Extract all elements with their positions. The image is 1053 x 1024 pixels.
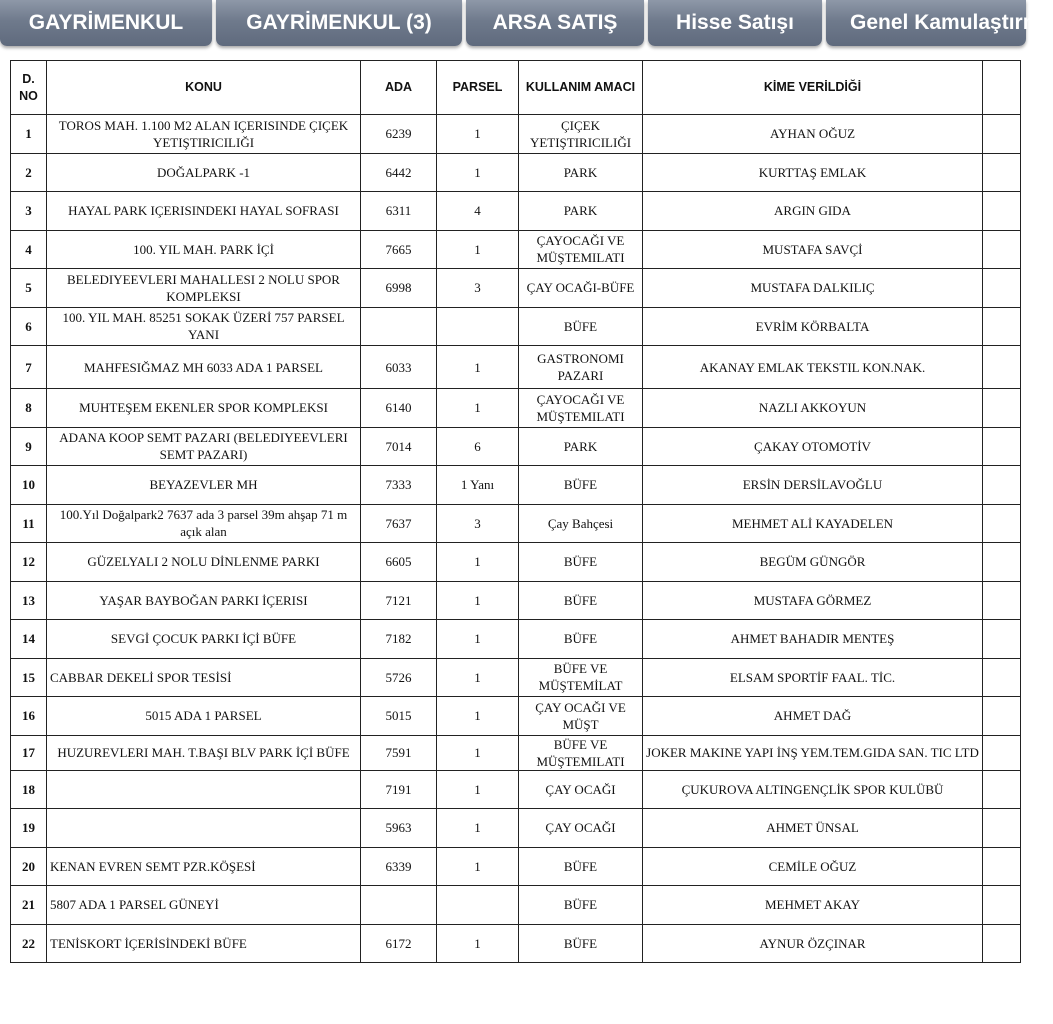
- extra-cell: [983, 307, 1021, 346]
- konu-cell: CABBAR DEKELİ SPOR TESİSİ: [47, 658, 361, 697]
- ada-cell: [361, 886, 437, 925]
- extra-cell: [983, 543, 1021, 582]
- ada-cell: 6339: [361, 847, 437, 886]
- header-kullanim-amaci: KULLANIM AMACI: [519, 61, 643, 115]
- no-cell: 8: [11, 389, 47, 428]
- table-row: [11, 269, 1021, 308]
- header-extra: [983, 61, 1021, 115]
- no-cell: 19: [11, 809, 47, 848]
- kime-verildigi-cell: AHMET DAĞ: [643, 697, 983, 736]
- parsel-cell: 1: [437, 770, 519, 809]
- ada-cell: 6442: [361, 153, 437, 192]
- kullanim-amaci-cell: PARK: [519, 427, 643, 466]
- table-row: [11, 230, 1021, 269]
- kullanim-amaci-cell: BÜFE: [519, 886, 643, 925]
- parsel-cell: 1: [437, 389, 519, 428]
- konu-cell: YAŞAR BAYBOĞAN PARKI İÇERISI: [47, 581, 361, 620]
- parsel-cell: 1: [437, 543, 519, 582]
- konu-cell: 100. YIL MAH. 85251 SOKAK ÜZERİ 757 PARSEL YANI: [47, 307, 361, 346]
- ada-cell: 7182: [361, 620, 437, 659]
- kullanim-amaci-cell: BÜFE VE MÜŞTEMİLAT: [519, 658, 643, 697]
- kime-verildigi-cell: ÇUKUROVA ALTINGENÇLİK SPOR KULÜBÜ: [643, 770, 983, 809]
- parsel-cell: 1: [437, 809, 519, 848]
- no-cell: 7: [11, 346, 47, 389]
- konu-cell: TOROS MAH. 1.100 M2 ALAN IÇERISINDE ÇIÇEK YETIŞTIRICILIĞI: [47, 115, 361, 154]
- parsel-cell: 1: [437, 924, 519, 963]
- extra-cell: [983, 346, 1021, 389]
- tab-gayrimenkul-3[interactable]: GAYRİMENKUL (3): [216, 0, 462, 46]
- extra-cell: [983, 504, 1021, 543]
- parsel-cell: [437, 886, 519, 925]
- extra-cell: [983, 886, 1021, 925]
- no-cell: 5: [11, 269, 47, 308]
- no-cell: 15: [11, 658, 47, 697]
- ada-cell: 6998: [361, 269, 437, 308]
- no-cell: 11: [11, 504, 47, 543]
- kullanim-amaci-cell: PARK: [519, 192, 643, 231]
- kullanim-amaci-cell: GASTRONOMI PAZARI: [519, 346, 643, 389]
- table-row: [11, 543, 1021, 582]
- kullanim-amaci-cell: Çay Bahçesi: [519, 504, 643, 543]
- parsel-cell: 3: [437, 504, 519, 543]
- kime-verildigi-cell: JOKER MAKINE YAPI İNŞ YEM.TEM.GIDA SAN. TIC LTD: [643, 735, 983, 770]
- konu-cell: BELEDIYEEVLERI MAHALLESI 2 NOLU SPOR KOMPLEKSI: [47, 269, 361, 308]
- kime-verildigi-cell: AKANAY EMLAK TEKSTIL KON.NAK.: [643, 346, 983, 389]
- tab-arsa-satis[interactable]: ARSA SATIŞ: [466, 0, 644, 46]
- ada-cell: 6172: [361, 924, 437, 963]
- kullanim-amaci-cell: BÜFE: [519, 847, 643, 886]
- header-ada: ADA: [361, 61, 437, 115]
- table-row: [11, 924, 1021, 963]
- extra-cell: [983, 770, 1021, 809]
- ada-cell: 7665: [361, 230, 437, 269]
- extra-cell: [983, 269, 1021, 308]
- kime-verildigi-cell: AHMET BAHADIR MENTEŞ: [643, 620, 983, 659]
- extra-cell: [983, 735, 1021, 770]
- table-row: [11, 697, 1021, 736]
- kime-verildigi-cell: ELSAM SPORTİF FAAL. TİC.: [643, 658, 983, 697]
- no-cell: 16: [11, 697, 47, 736]
- kullanim-amaci-cell: ÇAY OCAĞI: [519, 770, 643, 809]
- kime-verildigi-cell: MUSTAFA GÖRMEZ: [643, 581, 983, 620]
- parsel-cell: [437, 307, 519, 346]
- ada-cell: 7591: [361, 735, 437, 770]
- table-row: [11, 346, 1021, 389]
- konu-cell: BEYAZEVLER MH: [47, 466, 361, 505]
- kime-verildigi-cell: KURTTAŞ EMLAK: [643, 153, 983, 192]
- kime-verildigi-cell: MUSTAFA DALKILIÇ: [643, 269, 983, 308]
- extra-cell: [983, 153, 1021, 192]
- table-row: [11, 504, 1021, 543]
- konu-cell: TENİSKORT İÇERİSİNDEKİ BÜFE: [47, 924, 361, 963]
- tab-hisse-satisi[interactable]: Hisse Satışı: [648, 0, 822, 46]
- header-parsel: PARSEL: [437, 61, 519, 115]
- extra-cell: [983, 697, 1021, 736]
- extra-cell: [983, 658, 1021, 697]
- table-row: [11, 658, 1021, 697]
- tab-bar: [0, 0, 1053, 50]
- kullanim-amaci-cell: BÜFE: [519, 466, 643, 505]
- ada-cell: 5963: [361, 809, 437, 848]
- kime-verildigi-cell: AHMET ÜNSAL: [643, 809, 983, 848]
- table-row: [11, 581, 1021, 620]
- table-row: [11, 620, 1021, 659]
- extra-cell: [983, 192, 1021, 231]
- kullanim-amaci-cell: BÜFE: [519, 924, 643, 963]
- table-row: [11, 735, 1021, 770]
- kime-verildigi-cell: AYNUR ÖZÇINAR: [643, 924, 983, 963]
- kime-verildigi-cell: CEMİLE OĞUZ: [643, 847, 983, 886]
- konu-cell: MAHFESIĞMAZ MH 6033 ADA 1 PARSEL: [47, 346, 361, 389]
- no-cell: 4: [11, 230, 47, 269]
- parsel-cell: 1: [437, 346, 519, 389]
- header-no: [11, 61, 47, 115]
- kime-verildigi-cell: NAZLI AKKOYUN: [643, 389, 983, 428]
- ada-cell: 6239: [361, 115, 437, 154]
- kime-verildigi-cell: MEHMET AKAY: [643, 886, 983, 925]
- parsel-cell: 1: [437, 620, 519, 659]
- parsel-cell: 6: [437, 427, 519, 466]
- konu-cell: SEVGİ ÇOCUK PARKI İÇİ BÜFE: [47, 620, 361, 659]
- no-cell: 14: [11, 620, 47, 659]
- kullanim-amaci-cell: BÜFE: [519, 581, 643, 620]
- table-row: [11, 886, 1021, 925]
- table-row: [11, 307, 1021, 346]
- no-cell: 21: [11, 886, 47, 925]
- kullanim-amaci-cell: BÜFE: [519, 620, 643, 659]
- no-cell: 6: [11, 307, 47, 346]
- tab-gayrimenkul[interactable]: GAYRİMENKUL: [0, 0, 212, 46]
- parsel-cell: 4: [437, 192, 519, 231]
- ada-cell: 5015: [361, 697, 437, 736]
- no-cell: 20: [11, 847, 47, 886]
- parsel-cell: 1: [437, 735, 519, 770]
- kullanim-amaci-cell: BÜFE VE MÜŞTEMILATI: [519, 735, 643, 770]
- extra-cell: [983, 389, 1021, 428]
- konu-cell: GÜZELYALI 2 NOLU DİNLENME PARKI: [47, 543, 361, 582]
- ada-cell: 7637: [361, 504, 437, 543]
- ada-cell: 7014: [361, 427, 437, 466]
- table-row: [11, 809, 1021, 848]
- konu-cell: HAYAL PARK IÇERISINDEKI HAYAL SOFRASI: [47, 192, 361, 231]
- ada-cell: 7191: [361, 770, 437, 809]
- header-no-label: D. NO: [19, 71, 38, 103]
- table-row: [11, 427, 1021, 466]
- table-container[interactable]: [10, 60, 1012, 1024]
- kime-verildigi-cell: BEGÜM GÜNGÖR: [643, 543, 983, 582]
- konu-cell: MUHTEŞEM EKENLER SPOR KOMPLEKSI: [47, 389, 361, 428]
- ada-cell: 5726: [361, 658, 437, 697]
- parsel-cell: 1 Yanı: [437, 466, 519, 505]
- kullanim-amaci-cell: ÇAYOCAĞI VE MÜŞTEMILATI: [519, 389, 643, 428]
- ada-cell: 6033: [361, 346, 437, 389]
- extra-cell: [983, 620, 1021, 659]
- kime-verildigi-cell: EVRİM KÖRBALTA: [643, 307, 983, 346]
- konu-cell: DOĞALPARK -1: [47, 153, 361, 192]
- table-row: [11, 847, 1021, 886]
- kullanim-amaci-cell: ÇAY OCAĞI-BÜFE: [519, 269, 643, 308]
- table-row: [11, 389, 1021, 428]
- kullanim-amaci-cell: ÇIÇEK YETIŞTIRICILIĞI: [519, 115, 643, 154]
- table-row: [11, 192, 1021, 231]
- table-body: [11, 115, 1021, 963]
- konu-cell: 5015 ADA 1 PARSEL: [47, 697, 361, 736]
- konu-cell: [47, 770, 361, 809]
- parsel-cell: 1: [437, 115, 519, 154]
- ada-cell: 7333: [361, 466, 437, 505]
- ada-cell: 6140: [361, 389, 437, 428]
- no-cell: 13: [11, 581, 47, 620]
- extra-cell: [983, 924, 1021, 963]
- kime-verildigi-cell: AYHAN OĞUZ: [643, 115, 983, 154]
- no-cell: 18: [11, 770, 47, 809]
- kullanim-amaci-cell: ÇAY OCAĞI VE MÜŞT: [519, 697, 643, 736]
- konu-cell: KENAN EVREN SEMT PZR.KÖŞESİ: [47, 847, 361, 886]
- konu-cell: [47, 809, 361, 848]
- parsel-cell: 1: [437, 697, 519, 736]
- parsel-cell: 1: [437, 230, 519, 269]
- extra-cell: [983, 581, 1021, 620]
- table-row: [11, 153, 1021, 192]
- extra-cell: [983, 115, 1021, 154]
- header-row: [11, 61, 1021, 115]
- extra-cell: [983, 427, 1021, 466]
- no-cell: 1: [11, 115, 47, 154]
- no-cell: 3: [11, 192, 47, 231]
- no-cell: 10: [11, 466, 47, 505]
- table-row: [11, 115, 1021, 154]
- kullanim-amaci-cell: ÇAY OCAĞI: [519, 809, 643, 848]
- kullanim-amaci-cell: ÇAYOCAĞI VE MÜŞTEMILATI: [519, 230, 643, 269]
- ada-cell: 6311: [361, 192, 437, 231]
- tab-genel-kamulastirma[interactable]: Genel Kamulaştırma: [826, 0, 1026, 46]
- parsel-cell: 1: [437, 847, 519, 886]
- parsel-cell: 1: [437, 581, 519, 620]
- ada-cell: [361, 307, 437, 346]
- no-cell: 17: [11, 735, 47, 770]
- parsel-cell: 3: [437, 269, 519, 308]
- extra-cell: [983, 809, 1021, 848]
- header-konu: KONU: [47, 61, 361, 115]
- ada-cell: 6605: [361, 543, 437, 582]
- kullanim-amaci-cell: PARK: [519, 153, 643, 192]
- konu-cell: 100. YIL MAH. PARK İÇİ: [47, 230, 361, 269]
- no-cell: 12: [11, 543, 47, 582]
- kime-verildigi-cell: ARGIN GIDA: [643, 192, 983, 231]
- parsel-cell: 1: [437, 658, 519, 697]
- no-cell: 9: [11, 427, 47, 466]
- no-cell: 2: [11, 153, 47, 192]
- header-kime-verildigi: KİME VERİLDİĞİ: [643, 61, 983, 115]
- table-row: [11, 466, 1021, 505]
- kime-verildigi-cell: MUSTAFA SAVÇİ: [643, 230, 983, 269]
- table-row: [11, 770, 1021, 809]
- kime-verildigi-cell: MEHMET ALİ KAYADELEN: [643, 504, 983, 543]
- konu-cell: HUZUREVLERI MAH. T.BAŞI BLV PARK İÇİ BÜFE: [47, 735, 361, 770]
- kullanim-amaci-cell: BÜFE: [519, 307, 643, 346]
- konu-cell: 5807 ADA 1 PARSEL GÜNEYİ: [47, 886, 361, 925]
- ada-cell: 7121: [361, 581, 437, 620]
- kime-verildigi-cell: ÇAKAY OTOMOTİV: [643, 427, 983, 466]
- parsel-cell: 1: [437, 153, 519, 192]
- extra-cell: [983, 847, 1021, 886]
- kullanim-amaci-cell: BÜFE: [519, 543, 643, 582]
- konu-cell: 100.Yıl Doğalpark2 7637 ada 3 parsel 39m ahşap 71 m açık alan: [47, 504, 361, 543]
- leases-table: [10, 60, 1021, 963]
- extra-cell: [983, 230, 1021, 269]
- no-cell: 22: [11, 924, 47, 963]
- extra-cell: [983, 466, 1021, 505]
- kime-verildigi-cell: ERSİN DERSİLAVOĞLU: [643, 466, 983, 505]
- konu-cell: ADANA KOOP SEMT PAZARI (BELEDIYEEVLERI SEMT PAZARI): [47, 427, 361, 466]
